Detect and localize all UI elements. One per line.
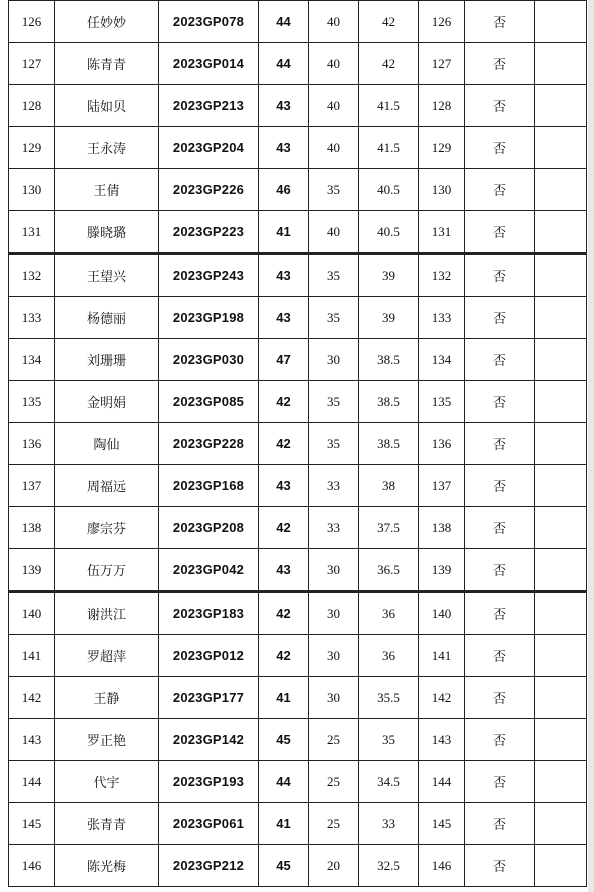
- pass-status-cell: 否: [465, 507, 535, 549]
- empty-cell: [535, 297, 587, 339]
- table-row: [9, 719, 587, 761]
- seq-cell: 140: [9, 592, 55, 635]
- seq-cell: 129: [9, 127, 55, 169]
- name-cell: 杨德丽: [55, 297, 159, 339]
- score2-cell: 35: [309, 254, 359, 297]
- total-score-cell: 42: [359, 1, 419, 43]
- table-row: [9, 677, 587, 719]
- rank-cell: 146: [419, 845, 465, 887]
- rank-cell: 127: [419, 43, 465, 85]
- score2-cell: 35: [309, 297, 359, 339]
- pass-status-cell: 否: [465, 43, 535, 85]
- exam-id-cell: 2023GP243: [159, 254, 259, 297]
- name-cell: 陶仙: [55, 423, 159, 465]
- pass-status-cell: 否: [465, 381, 535, 423]
- pass-status-cell: 否: [465, 761, 535, 803]
- name-cell: 廖宗芬: [55, 507, 159, 549]
- score2-cell: 35: [309, 381, 359, 423]
- exam-id-cell: 2023GP226: [159, 169, 259, 211]
- score2-cell: 25: [309, 803, 359, 845]
- score1-cell: 43: [259, 85, 309, 127]
- score1-cell: 42: [259, 423, 309, 465]
- pass-status-cell: 否: [465, 127, 535, 169]
- total-score-cell: 40.5: [359, 169, 419, 211]
- rank-cell: 128: [419, 85, 465, 127]
- empty-cell: [535, 381, 587, 423]
- pass-status-cell: 否: [465, 677, 535, 719]
- score1-cell: 44: [259, 1, 309, 43]
- name-cell: 滕晓璐: [55, 211, 159, 254]
- score1-cell: 43: [259, 549, 309, 592]
- score1-cell: 41: [259, 211, 309, 254]
- seq-cell: 141: [9, 635, 55, 677]
- seq-cell: 135: [9, 381, 55, 423]
- exam-id-cell: 2023GP042: [159, 549, 259, 592]
- total-score-cell: 34.5: [359, 761, 419, 803]
- rank-cell: 129: [419, 127, 465, 169]
- total-score-cell: 36: [359, 635, 419, 677]
- score2-cell: 20: [309, 845, 359, 887]
- total-score-cell: 33: [359, 803, 419, 845]
- name-cell: 罗正艳: [55, 719, 159, 761]
- exam-id-cell: 2023GP228: [159, 423, 259, 465]
- empty-cell: [535, 592, 587, 635]
- seq-cell: 138: [9, 507, 55, 549]
- rank-cell: 136: [419, 423, 465, 465]
- exam-id-cell: 2023GP193: [159, 761, 259, 803]
- table-row: [9, 43, 587, 85]
- rank-cell: 126: [419, 1, 465, 43]
- table-row: [9, 803, 587, 845]
- total-score-cell: 35.5: [359, 677, 419, 719]
- name-cell: 刘珊珊: [55, 339, 159, 381]
- seq-cell: 127: [9, 43, 55, 85]
- seq-cell: 132: [9, 254, 55, 297]
- name-cell: 王倩: [55, 169, 159, 211]
- rank-cell: 137: [419, 465, 465, 507]
- table-row: [9, 465, 587, 507]
- page-edge-shadow: [588, 0, 594, 892]
- table-row: [9, 423, 587, 465]
- table-row: [9, 381, 587, 423]
- exam-id-cell: 2023GP183: [159, 592, 259, 635]
- total-score-cell: 36: [359, 592, 419, 635]
- name-cell: 代宇: [55, 761, 159, 803]
- exam-id-cell: 2023GP223: [159, 211, 259, 254]
- total-score-cell: 37.5: [359, 507, 419, 549]
- score-table: [8, 0, 587, 887]
- seq-cell: 139: [9, 549, 55, 592]
- empty-cell: [535, 85, 587, 127]
- exam-id-cell: 2023GP061: [159, 803, 259, 845]
- score2-cell: 40: [309, 127, 359, 169]
- total-score-cell: 38: [359, 465, 419, 507]
- rank-cell: 139: [419, 549, 465, 592]
- exam-id-cell: 2023GP085: [159, 381, 259, 423]
- score2-cell: 25: [309, 761, 359, 803]
- empty-cell: [535, 465, 587, 507]
- pass-status-cell: 否: [465, 85, 535, 127]
- name-cell: 金明娟: [55, 381, 159, 423]
- score1-cell: 42: [259, 592, 309, 635]
- pass-status-cell: 否: [465, 297, 535, 339]
- exam-id-cell: 2023GP142: [159, 719, 259, 761]
- total-score-cell: 42: [359, 43, 419, 85]
- pass-status-cell: 否: [465, 845, 535, 887]
- score2-cell: 25: [309, 719, 359, 761]
- exam-id-cell: 2023GP208: [159, 507, 259, 549]
- empty-cell: [535, 761, 587, 803]
- seq-cell: 131: [9, 211, 55, 254]
- seq-cell: 146: [9, 845, 55, 887]
- score1-cell: 43: [259, 465, 309, 507]
- empty-cell: [535, 1, 587, 43]
- table-row: [9, 339, 587, 381]
- rank-cell: 141: [419, 635, 465, 677]
- exam-id-cell: 2023GP177: [159, 677, 259, 719]
- empty-cell: [535, 169, 587, 211]
- pass-status-cell: 否: [465, 465, 535, 507]
- total-score-cell: 41.5: [359, 85, 419, 127]
- pass-status-cell: 否: [465, 549, 535, 592]
- total-score-cell: 39: [359, 254, 419, 297]
- rank-cell: 132: [419, 254, 465, 297]
- rank-cell: 144: [419, 761, 465, 803]
- rank-cell: 143: [419, 719, 465, 761]
- score2-cell: 40: [309, 43, 359, 85]
- exam-id-cell: 2023GP213: [159, 85, 259, 127]
- pass-status-cell: 否: [465, 169, 535, 211]
- exam-id-cell: 2023GP212: [159, 845, 259, 887]
- score1-cell: 43: [259, 297, 309, 339]
- name-cell: 王静: [55, 677, 159, 719]
- seq-cell: 136: [9, 423, 55, 465]
- rank-cell: 134: [419, 339, 465, 381]
- score1-cell: 42: [259, 507, 309, 549]
- empty-cell: [535, 339, 587, 381]
- seq-cell: 143: [9, 719, 55, 761]
- total-score-cell: 41.5: [359, 127, 419, 169]
- empty-cell: [535, 43, 587, 85]
- score2-cell: 40: [309, 85, 359, 127]
- empty-cell: [535, 635, 587, 677]
- exam-id-cell: 2023GP198: [159, 297, 259, 339]
- score1-cell: 47: [259, 339, 309, 381]
- empty-cell: [535, 803, 587, 845]
- pass-status-cell: 否: [465, 592, 535, 635]
- score2-cell: 35: [309, 169, 359, 211]
- rank-cell: 142: [419, 677, 465, 719]
- table-row: [9, 169, 587, 211]
- score2-cell: 30: [309, 592, 359, 635]
- table-row: [9, 549, 587, 592]
- total-score-cell: 32.5: [359, 845, 419, 887]
- pass-status-cell: 否: [465, 423, 535, 465]
- score1-cell: 44: [259, 761, 309, 803]
- pass-status-cell: 否: [465, 211, 535, 254]
- rank-cell: 140: [419, 592, 465, 635]
- exam-id-cell: 2023GP078: [159, 1, 259, 43]
- seq-cell: 126: [9, 1, 55, 43]
- total-score-cell: 40.5: [359, 211, 419, 254]
- table-row: [9, 592, 587, 635]
- empty-cell: [535, 845, 587, 887]
- total-score-cell: 38.5: [359, 381, 419, 423]
- rank-cell: 130: [419, 169, 465, 211]
- table-row: [9, 845, 587, 887]
- score2-cell: 33: [309, 507, 359, 549]
- score1-cell: 43: [259, 127, 309, 169]
- total-score-cell: 36.5: [359, 549, 419, 592]
- pass-status-cell: 否: [465, 719, 535, 761]
- score2-cell: 30: [309, 549, 359, 592]
- name-cell: 张青青: [55, 803, 159, 845]
- empty-cell: [535, 719, 587, 761]
- rank-cell: 135: [419, 381, 465, 423]
- name-cell: 王永涛: [55, 127, 159, 169]
- exam-id-cell: 2023GP012: [159, 635, 259, 677]
- score2-cell: 35: [309, 423, 359, 465]
- seq-cell: 128: [9, 85, 55, 127]
- exam-id-cell: 2023GP030: [159, 339, 259, 381]
- table-row: [9, 1, 587, 43]
- pass-status-cell: 否: [465, 635, 535, 677]
- table-row: [9, 297, 587, 339]
- table-row: [9, 761, 587, 803]
- score1-cell: 42: [259, 635, 309, 677]
- exam-id-cell: 2023GP168: [159, 465, 259, 507]
- name-cell: 周福远: [55, 465, 159, 507]
- total-score-cell: 39: [359, 297, 419, 339]
- seq-cell: 142: [9, 677, 55, 719]
- exam-id-cell: 2023GP204: [159, 127, 259, 169]
- score2-cell: 30: [309, 677, 359, 719]
- rank-cell: 138: [419, 507, 465, 549]
- table-row: [9, 507, 587, 549]
- score2-cell: 40: [309, 1, 359, 43]
- rank-cell: 133: [419, 297, 465, 339]
- empty-cell: [535, 254, 587, 297]
- pass-status-cell: 否: [465, 803, 535, 845]
- name-cell: 谢洪江: [55, 592, 159, 635]
- score2-cell: 30: [309, 635, 359, 677]
- name-cell: 伍万万: [55, 549, 159, 592]
- seq-cell: 145: [9, 803, 55, 845]
- seq-cell: 137: [9, 465, 55, 507]
- score1-cell: 42: [259, 381, 309, 423]
- seq-cell: 144: [9, 761, 55, 803]
- table-row: [9, 635, 587, 677]
- score1-cell: 44: [259, 43, 309, 85]
- empty-cell: [535, 127, 587, 169]
- score2-cell: 40: [309, 211, 359, 254]
- empty-cell: [535, 677, 587, 719]
- score1-cell: 43: [259, 254, 309, 297]
- total-score-cell: 38.5: [359, 423, 419, 465]
- table-row: [9, 85, 587, 127]
- score-table-body: [9, 1, 587, 887]
- name-cell: 陈光梅: [55, 845, 159, 887]
- name-cell: 任妙妙: [55, 1, 159, 43]
- name-cell: 陆如贝: [55, 85, 159, 127]
- empty-cell: [535, 507, 587, 549]
- score2-cell: 33: [309, 465, 359, 507]
- empty-cell: [535, 549, 587, 592]
- name-cell: 罗超萍: [55, 635, 159, 677]
- pass-status-cell: 否: [465, 254, 535, 297]
- name-cell: 陈青青: [55, 43, 159, 85]
- rank-cell: 131: [419, 211, 465, 254]
- score2-cell: 30: [309, 339, 359, 381]
- exam-id-cell: 2023GP014: [159, 43, 259, 85]
- score1-cell: 45: [259, 845, 309, 887]
- total-score-cell: 38.5: [359, 339, 419, 381]
- name-cell: 王望兴: [55, 254, 159, 297]
- table-row: [9, 211, 587, 254]
- rank-cell: 145: [419, 803, 465, 845]
- score1-cell: 41: [259, 677, 309, 719]
- table-row: [9, 254, 587, 297]
- score1-cell: 41: [259, 803, 309, 845]
- score1-cell: 46: [259, 169, 309, 211]
- pass-status-cell: 否: [465, 339, 535, 381]
- table-row: [9, 127, 587, 169]
- pass-status-cell: 否: [465, 1, 535, 43]
- seq-cell: 133: [9, 297, 55, 339]
- seq-cell: 130: [9, 169, 55, 211]
- total-score-cell: 35: [359, 719, 419, 761]
- seq-cell: 134: [9, 339, 55, 381]
- empty-cell: [535, 211, 587, 254]
- empty-cell: [535, 423, 587, 465]
- score1-cell: 45: [259, 719, 309, 761]
